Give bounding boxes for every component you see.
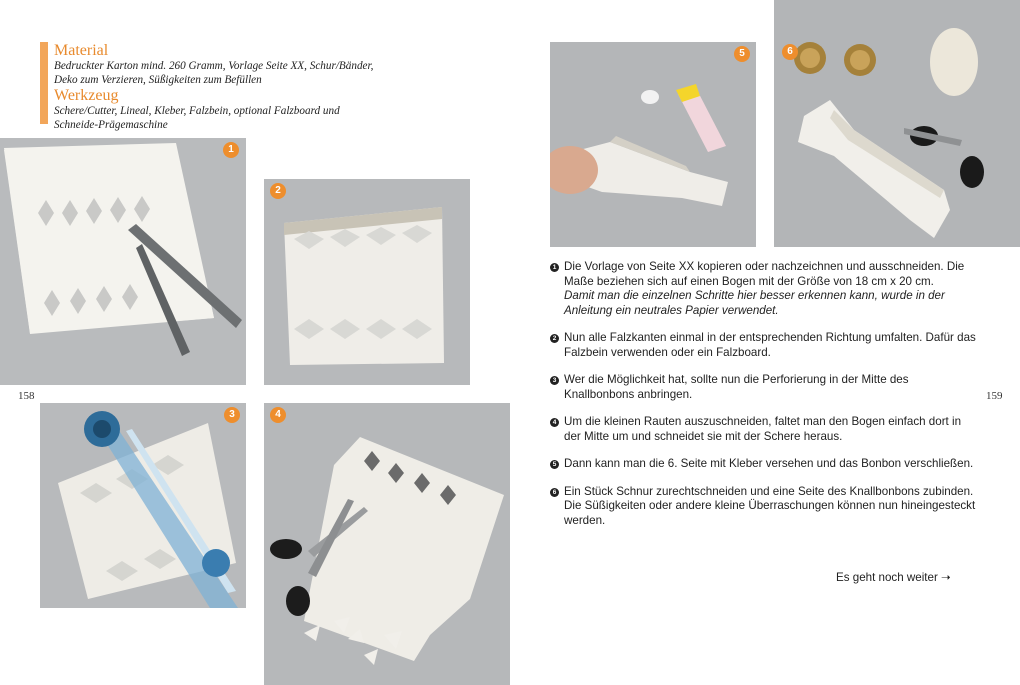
step-item [550, 331, 980, 360]
step-item [550, 485, 980, 529]
page-number-right: 159 [986, 390, 1003, 402]
photo-4-cutting-diamonds [264, 403, 510, 685]
material-heading: Material [54, 42, 109, 59]
folded-sheet-photo [264, 179, 470, 385]
photo-number-badge: 4 [270, 407, 286, 423]
step-number: 2 [550, 334, 559, 343]
material-block [54, 42, 384, 132]
material-text: Bedruckter Karton mind. 260 Gramm, Vorlage Seite XX, Schur/Bänder, Deko zum Verzieren, Süßigkeiten zum Befüllen [54, 60, 374, 86]
photo-2-folded-sheet [264, 179, 470, 385]
cutting-diamonds-photo [264, 403, 510, 685]
photo-number-badge: 1 [223, 142, 239, 158]
step-number: 5 [550, 460, 559, 469]
step-text: Die Vorlage von Seite XX kopieren oder nachzeichnen und ausschneiden. Die Maße beziehen sich auf einen Bogen mit der Größe von 18 cm x 20 cm. [564, 260, 965, 288]
finished-cracker-photo [774, 0, 1020, 247]
page-number-left: 158 [18, 390, 35, 402]
step-text: Wer die Möglichkeit hat, sollte nun die Perforierung in der Mitte des Knallbonbons anbringen. [564, 373, 909, 401]
step-item [550, 457, 980, 472]
photo-number-badge: 5 [734, 46, 750, 62]
step-item [550, 260, 980, 318]
step-text: Um die kleinen Rauten auszuschneiden, faltet man den Bogen einfach dort in der Mitte um und schneidet sie mit der Schere heraus. [564, 415, 962, 443]
continue-link[interactable]: Es geht noch weiter ➝ [836, 571, 951, 584]
step-item [550, 415, 980, 444]
step-number: 6 [550, 488, 559, 497]
tools-text: Schere/Cutter, Lineal, Kleber, Falzbein, optional Falzboard und Schneide-Prägemaschine [54, 105, 340, 131]
photo-6-finished-cracker [774, 0, 1020, 247]
step-text: Ein Stück Schnur zurechtschneiden und eine Seite des Knallbonbons zubinden. Die Süßigkeiten oder andere kleine Überraschungen können nun hineingesteckt werden. [564, 484, 976, 527]
perforation-machine-photo [40, 403, 246, 608]
photo-number-badge: 2 [270, 183, 286, 199]
tools-heading: Werkzeug [54, 87, 119, 104]
photo-number-badge: 6 [782, 44, 798, 60]
photo-number-badge: 3 [224, 407, 240, 423]
step-note: Damit man die einzelnen Schritte hier besser erkennen kann, wurde in der Anleitung ein neutrales Papier verwendet. [564, 289, 945, 317]
photo-1-template-ruler [0, 138, 246, 385]
step-text: Nun alle Falzkanten einmal in der entsprechenden Richtung umfalten. Dafür das Falzbein verwenden oder ein Falzboard. [564, 331, 976, 359]
instruction-steps [550, 260, 980, 541]
step-number: 1 [550, 263, 559, 272]
photo-5-gluing [550, 42, 756, 247]
photo-3-perforation-machine [40, 403, 246, 608]
step-text: Dann kann man die 6. Seite mit Kleber versehen und das Bonbon verschließen. [564, 457, 974, 470]
step-item [550, 373, 980, 402]
accent-bar [40, 42, 48, 124]
step-number: 3 [550, 376, 559, 385]
gluing-photo [550, 42, 756, 247]
template-ruler-photo [0, 138, 246, 385]
step-number: 4 [550, 418, 559, 427]
